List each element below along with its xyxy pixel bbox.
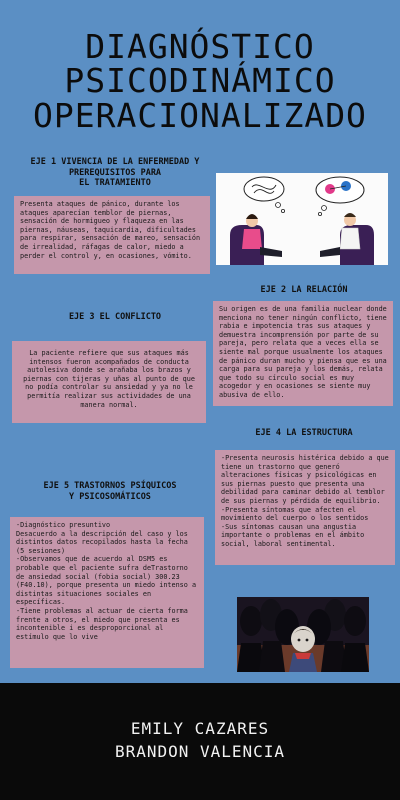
eje3-heading: EJE 3 EL CONFLICTO bbox=[68, 312, 162, 322]
eje2-heading: EJE 2 LA RELACIÓN bbox=[260, 285, 348, 295]
eje5-text-box: -Diagnóstico presuntivo Desacuerdo a la descripción del caso y los distintos datos recopilados hasta la fecha (5 sesiones) -Observamos que de acuerdo al DSM5 es probable que el paciente sufra deTrastorno de ansiedad social (fobia social) 300.23 (F40.10), porque presenta un miedo intenso a distintas situaciones sociales en específicas. -Tiene problemas al actuar de cierta forma frente a otros, el miedo que presenta es incontenible i es desproporcional al estímulo que lo vive bbox=[10, 517, 204, 668]
title-line-2: PSICODINÁMICO bbox=[64, 61, 336, 100]
author-name-1: EMILY CAZARES bbox=[130, 719, 270, 738]
crowd-illustration bbox=[237, 597, 369, 672]
therapy-illustration bbox=[216, 173, 388, 265]
eje1-text-box: Presenta ataques de pánico, durante los ataques aparecían temblor de piernas, sensación de hormigueo y flaqueza en las piernas, náuseas, taquicardia, dificultades para respirar, sensación de mareo, sensación de irrealidad, ráfagas de calor, miedo a perder el control y, en ocasiones, vómito. bbox=[14, 196, 210, 274]
title-line-3: OPERACIONALIZADO bbox=[33, 96, 367, 135]
eje3-text-box: La paciente refiere que sus ataques más intensos fueron acompañados de conducta autolesiva donde se arañaba los brazos y piernas con tijeras y uñas al punto de que no podía controlar su ansiedad y ya no le permitía realizar sus actividades de una manera normal. bbox=[12, 341, 206, 423]
eje1-heading: EJE 1 VIVENCIA DE LA ENFERMEDAD Y PREREQUISITOS PARA EL TRATAMIENTO bbox=[30, 157, 200, 188]
author-name-2: BRANDON VALENCIA bbox=[114, 742, 286, 761]
eje2-text-box: Su origen es de una familia nuclear donde menciona no tener ningún conflicto, tiene rabia e impotencia tras sus ataques y demuestra incomprensión por parte de su pareja, pero relata que a veces ella se siente mal porque usualmente los ataques de pánico duran mucho y piensa que es una carga para su pareja y los demás, relata que todo su círculo social es muy acogedor y en ocasiones se siente muy abusiva de ello. bbox=[213, 301, 393, 406]
eje4-text-box: -Presenta neurosis histérica debido a que tiene un trastorno que generó alteraciones físicas y psicológicas en sus piernas puesto que presenta una debilidad para caminar debido al temblor de sus piernas y pérdida de equilibrio. -Presenta síntomas que afecten el movimiento del cuerpo o los sentidos -Sus síntomas causan una angustia importante o problemas en el ámbito social, laboral sentimental. bbox=[215, 450, 395, 565]
eje5-heading: EJE 5 TRASTORNOS PSÍQUICOS Y PSICOSOMÁTICOS bbox=[43, 481, 177, 502]
therapy-session-image bbox=[216, 173, 388, 265]
crowd-image bbox=[237, 597, 369, 672]
title-line-1: DIAGNÓSTICO bbox=[85, 27, 315, 66]
eje4-heading: EJE 4 LA ESTRUCTURA bbox=[255, 428, 353, 438]
